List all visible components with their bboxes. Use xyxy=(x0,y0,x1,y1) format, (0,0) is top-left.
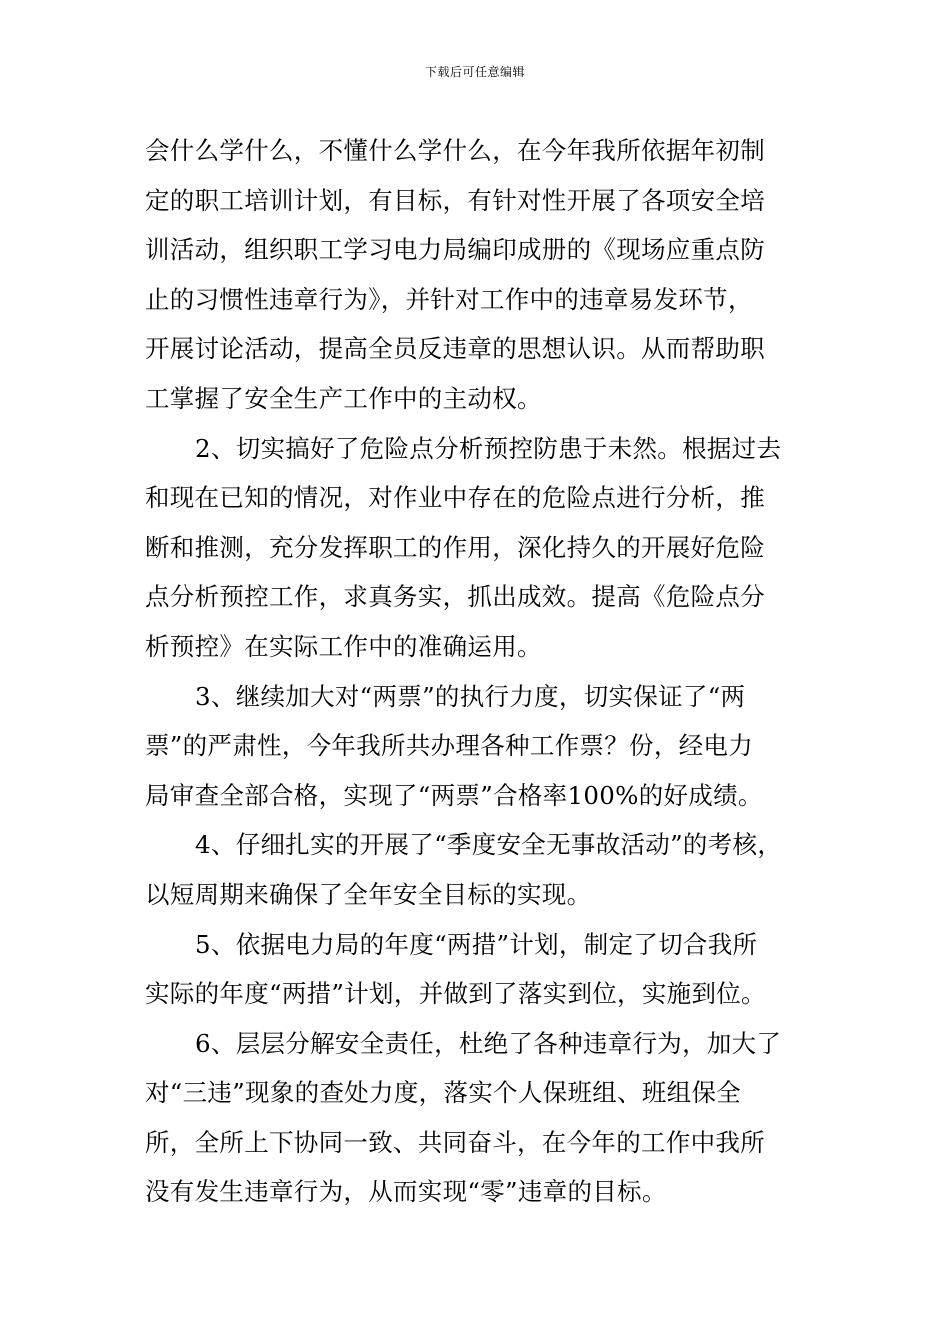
text-line: 定的职工培训计划，有目标，有针对性开展了各项安全培 xyxy=(145,185,765,215)
text-line: 和现在已知的情况，对作业中存在的危险点进行分析，推 xyxy=(145,483,765,513)
text-line: 实际的年度“两措”计划，并做到了落实到位，实施到位。 xyxy=(145,979,766,1009)
paragraph-3-start: 3、继续加大对“两票”的执行力度，切实保证了“两 xyxy=(195,681,746,711)
text-line: 没有发生违章行为，从而实现“零”违章的目标。 xyxy=(145,1177,667,1207)
paragraph-6-start: 6、层层分解安全责任，杜绝了各种违章行为，加大了 xyxy=(195,1028,782,1058)
text-line: 析预控》在实际工作中的准确运用。 xyxy=(145,631,542,661)
paragraph-5-start: 5、依据电力局的年度“两措”计划，制定了切合我所 xyxy=(195,929,758,959)
paragraph-2-start: 2、切实搞好了危险点分析预控防患于未然。根据过去 xyxy=(195,433,782,463)
text-line: 局审查全部合格，实现了“两票”合格率100%的好成绩。 xyxy=(145,780,763,810)
text-line: 会什么学什么，不懂什么学什么，在今年我所依据年初制 xyxy=(145,136,765,165)
page-header: 下载后可任意编辑 xyxy=(424,65,525,79)
text-line: 训活动，组织职工学习电力局编印成册的《现场应重点防 xyxy=(145,235,765,265)
text-line: 所，全所上下协同一致、共同奋斗，在今年的工作中我所 xyxy=(145,1127,765,1157)
text-line: 开展讨论活动，提高全员反违章的思想认识。从而帮助职 xyxy=(145,334,765,364)
text-line: 点分析预控工作，求真务实，抓出成效。提高《危险点分 xyxy=(145,582,765,612)
text-line: 票”的严肃性，今年我所共办理各种工作票？份，经电力 xyxy=(145,731,754,761)
text-line: 断和推测，充分发挥职工的作用，深化持久的开展好危险 xyxy=(145,532,765,562)
text-line: 以短周期来确保了全年安全目标的实现。 xyxy=(145,879,592,909)
paragraph-4-start: 4、仔细扎实的开展了“季度安全无事故活动”的考核， xyxy=(195,830,783,860)
text-line: 止的习惯性违章行为》，并针对工作中的违章易发环节， xyxy=(145,284,753,314)
text-line: 工掌握了安全生产工作中的主动权。 xyxy=(145,383,542,413)
text-line: 对“三违”现象的查处力度，落实个人保班组、班组保全 xyxy=(145,1078,742,1108)
document-body xyxy=(145,126,810,1217)
